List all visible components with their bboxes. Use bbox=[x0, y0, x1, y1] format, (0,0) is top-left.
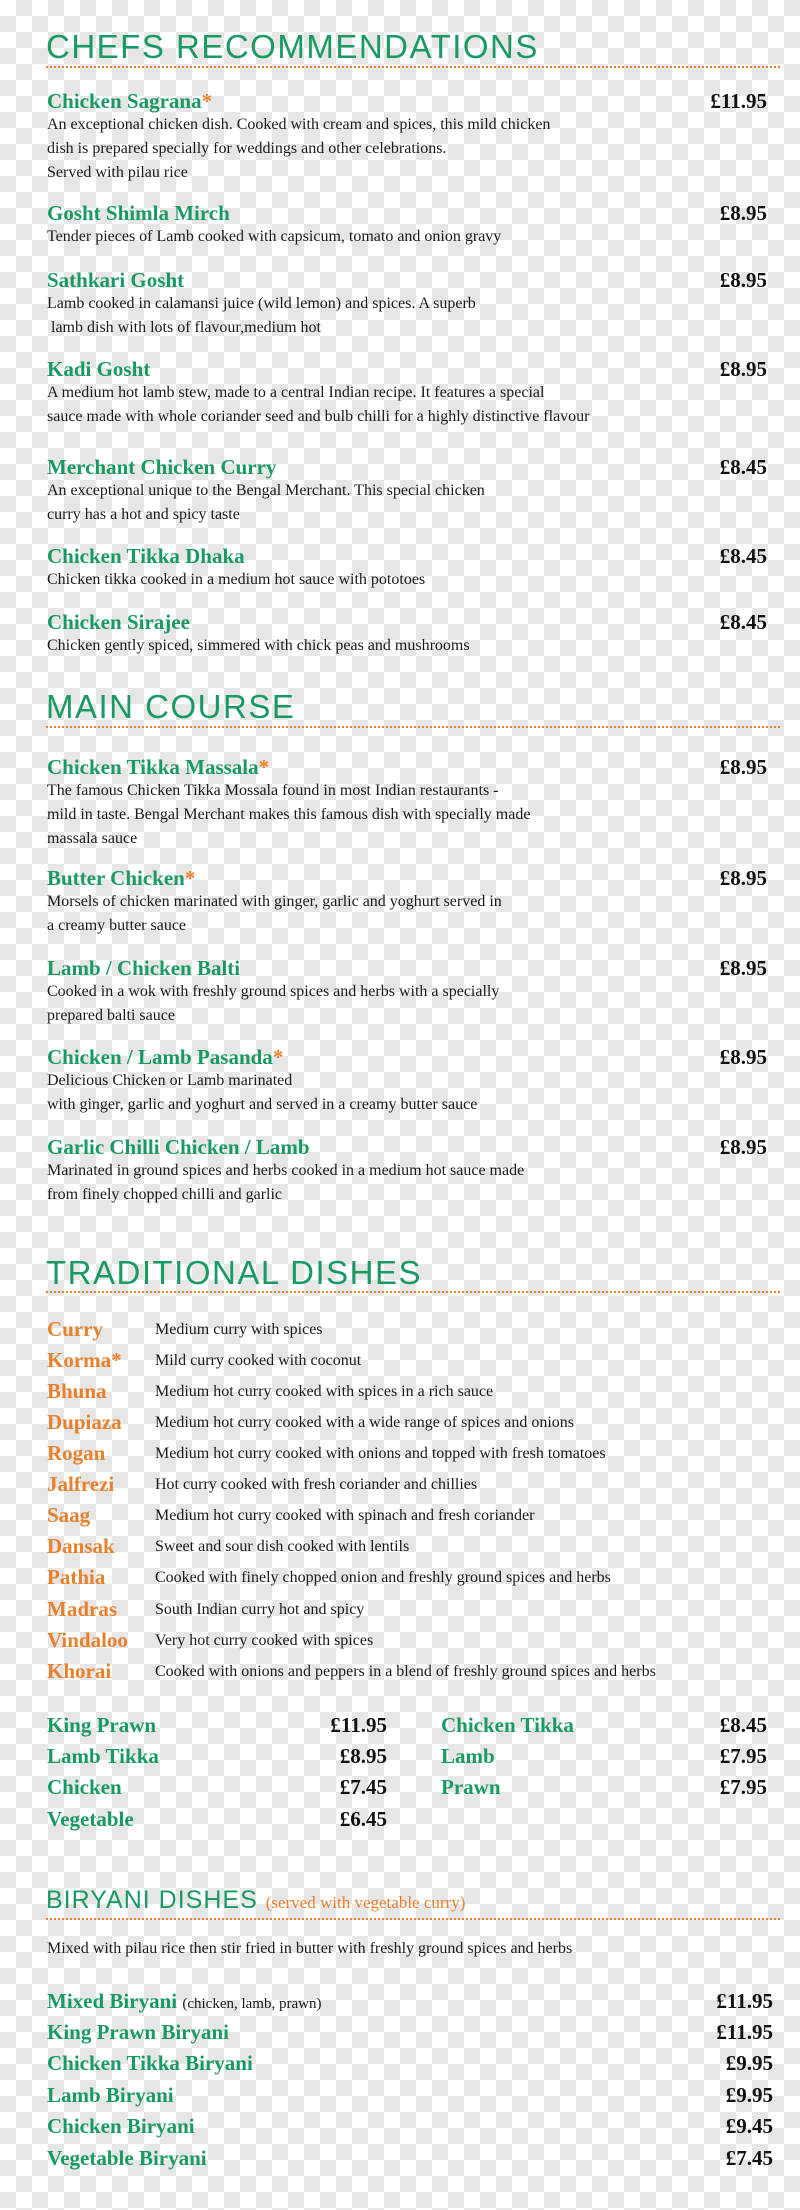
protein-price-row bbox=[441, 1743, 767, 1774]
item-star: * bbox=[184, 866, 196, 890]
protein-name: Vegetable bbox=[47, 1807, 134, 1831]
item-name: Kadi Gosht bbox=[47, 357, 151, 381]
biryani-price: £9.45 bbox=[725, 2114, 773, 2138]
biryani-title-note: (served with vegetable curry) bbox=[265, 1893, 466, 1912]
item-name: Chicken Tikka Dhaka bbox=[47, 544, 245, 568]
menu-item bbox=[47, 956, 767, 1028]
item-desc-line: from finely chopped chilli and garlic bbox=[47, 1186, 283, 1203]
item-name: Chicken Sirajee bbox=[47, 610, 190, 634]
biryani-title-text: BIRYANI DISHES bbox=[46, 1886, 258, 1914]
protein-price-row bbox=[47, 1806, 387, 1837]
item-price: £8.45 bbox=[719, 544, 767, 568]
item-desc-line: lamb dish with lots of flavour,medium hot bbox=[47, 319, 321, 336]
item-name: Chicken / Lamb Pasanda bbox=[47, 1045, 273, 1069]
biryani-price: £7.45 bbox=[725, 2146, 773, 2170]
dish-name: Dupiaza bbox=[47, 1410, 122, 1434]
biryani-section-title bbox=[46, 1888, 465, 1913]
dish-desc: Medium curry with spices bbox=[155, 1321, 323, 1338]
item-name: Butter Chicken bbox=[47, 866, 185, 890]
biryani-name: Chicken Biryani bbox=[47, 2114, 195, 2138]
biryani-item bbox=[47, 1988, 773, 2019]
item-price: £8.95 bbox=[719, 1045, 767, 1069]
section-divider bbox=[46, 1918, 780, 1920]
item-price: £8.95 bbox=[719, 268, 767, 292]
menu-item bbox=[47, 755, 767, 851]
item-desc-line: prepared balti sauce bbox=[47, 1007, 175, 1024]
chefs-section-title: CHEFS RECOMMENDATIONS bbox=[46, 28, 539, 65]
biryani-price: £11.95 bbox=[716, 1989, 773, 2013]
biryani-name: Mixed Biryani bbox=[47, 1989, 178, 2013]
menu-item bbox=[47, 455, 767, 527]
dish-name: Pathia bbox=[47, 1565, 106, 1589]
dish-name: Rogan bbox=[47, 1441, 106, 1465]
dish-desc: Cooked with onions and peppers in a blend of freshly ground spices and herbs bbox=[155, 1663, 656, 1680]
item-desc-line: Morsels of chicken marinated with ginger, garlic and yoghurt served in bbox=[47, 893, 502, 910]
biryani-price: £9.95 bbox=[725, 2083, 773, 2107]
item-price: £8.95 bbox=[719, 866, 767, 890]
menu-item bbox=[47, 357, 767, 429]
item-desc-line: A medium hot lamb stew, made to a central Indian recipe. It features a special bbox=[47, 384, 545, 401]
protein-name: Prawn bbox=[441, 1775, 501, 1799]
item-desc-line: Tender pieces of Lamb cooked with capsicum, tomato and onion gravy bbox=[47, 228, 502, 245]
item-price: £8.95 bbox=[719, 201, 767, 225]
biryani-item bbox=[47, 2082, 773, 2113]
protein-price: £11.95 bbox=[330, 1713, 387, 1737]
protein-price-row bbox=[47, 1712, 387, 1743]
protein-name: Lamb bbox=[441, 1744, 495, 1768]
item-name: Garlic Chilli Chicken / Lamb bbox=[47, 1135, 310, 1159]
menu-item bbox=[47, 268, 767, 340]
dish-desc: Hot curry cooked with fresh coriander and chillies bbox=[155, 1476, 478, 1493]
biryani-name: Lamb Biryani bbox=[47, 2083, 174, 2107]
item-desc-line: mild in taste. Bengal Merchant makes this famous dish with specially made bbox=[47, 806, 531, 823]
item-price: £8.95 bbox=[719, 755, 767, 779]
item-desc-line: Lamb cooked in calamansi juice (wild lemon) and spices. A superb bbox=[47, 295, 476, 312]
item-desc-line: sauce made with whole coriander seed and bulb chilli for a highly distinctive flavour bbox=[47, 408, 590, 425]
biryani-name: Vegetable Biryani bbox=[47, 2146, 207, 2170]
protein-name: Lamb Tikka bbox=[47, 1744, 159, 1768]
biryani-item bbox=[47, 2019, 773, 2050]
protein-price: £6.45 bbox=[339, 1807, 387, 1831]
item-name: Lamb / Chicken Balti bbox=[47, 956, 241, 980]
dish-name: Vindaloo bbox=[47, 1628, 128, 1652]
dish-desc: Sweet and sour dish cooked with lentils bbox=[155, 1538, 410, 1555]
menu-item bbox=[47, 201, 767, 249]
item-desc-line: dish is prepared specially for weddings and other celebrations. bbox=[47, 140, 447, 157]
item-desc-line: An exceptional unique to the Bengal Merchant. This special chicken bbox=[47, 482, 485, 499]
protein-price: £7.95 bbox=[719, 1775, 767, 1799]
item-name: Chicken Sagrana bbox=[47, 89, 202, 113]
dish-desc: Medium hot curry cooked with spices in a rich sauce bbox=[155, 1383, 494, 1400]
item-price: £8.95 bbox=[719, 956, 767, 980]
menu-item bbox=[47, 866, 767, 938]
main-section-title: MAIN COURSE bbox=[46, 688, 296, 725]
biryani-item bbox=[47, 2050, 773, 2081]
protein-price: £8.95 bbox=[339, 1744, 387, 1768]
biryani-item bbox=[47, 2145, 773, 2176]
dish-name: Curry bbox=[47, 1317, 103, 1341]
menu-item bbox=[47, 1045, 767, 1117]
section-divider bbox=[46, 66, 780, 68]
protein-price-row bbox=[441, 1774, 767, 1805]
dish-desc: Medium hot curry cooked with a wide range of spices and onions bbox=[155, 1414, 575, 1431]
protein-price-row bbox=[47, 1774, 387, 1805]
biryani-item bbox=[47, 2113, 773, 2144]
item-price: £8.95 bbox=[719, 357, 767, 381]
menu-item bbox=[47, 89, 767, 185]
biryani-price: £9.95 bbox=[725, 2051, 773, 2075]
protein-name: Chicken Tikka bbox=[441, 1713, 574, 1737]
protein-price-row bbox=[441, 1712, 767, 1743]
item-desc-line: Marinated in ground spices and herbs cooked in a medium hot sauce made bbox=[47, 1162, 525, 1179]
item-price: £8.45 bbox=[719, 610, 767, 634]
dish-name: Khorai bbox=[47, 1659, 112, 1683]
item-star: * bbox=[201, 89, 213, 113]
dish-name: Korma* bbox=[47, 1348, 122, 1372]
traditional-section-title: TRADITIONAL DISHES bbox=[46, 1254, 422, 1291]
section-divider bbox=[46, 1291, 780, 1293]
section-divider bbox=[46, 726, 780, 728]
biryani-price: £11.95 bbox=[716, 2020, 773, 2044]
protein-name: Chicken bbox=[47, 1775, 122, 1799]
item-name: Gosht Shimla Mirch bbox=[47, 201, 230, 225]
item-name: Chicken Tikka Massala bbox=[47, 755, 259, 779]
dish-name: Madras bbox=[47, 1597, 117, 1621]
item-desc-line: Chicken tikka cooked in a medium hot sauce with pototoes bbox=[47, 571, 426, 588]
protein-price: £7.45 bbox=[339, 1775, 387, 1799]
item-desc-line: Cooked in a wok with freshly ground spices and herbs with a specially bbox=[47, 983, 500, 1000]
protein-price: £8.45 bbox=[719, 1713, 767, 1737]
menu-item bbox=[47, 610, 767, 658]
protein-price-row bbox=[47, 1743, 387, 1774]
dish-desc: Mild curry cooked with coconut bbox=[155, 1352, 362, 1369]
biryani-name: Chicken Tikka Biryani bbox=[47, 2051, 253, 2075]
biryani-note: (chicken, lamb, prawn) bbox=[182, 1996, 322, 2012]
biryani-intro: Mixed with pilau rice then stir fried in butter with freshly ground spices and herbs bbox=[47, 1940, 573, 1957]
item-desc-line: Delicious Chicken or Lamb marinated bbox=[47, 1072, 293, 1089]
item-desc-line: massala sauce bbox=[47, 830, 138, 847]
item-desc-line: a creamy butter sauce bbox=[47, 917, 187, 934]
biryani-name: King Prawn Biryani bbox=[47, 2020, 230, 2044]
dish-name: Jalfrezi bbox=[47, 1472, 115, 1496]
menu-item bbox=[47, 1135, 767, 1207]
protein-price: £7.95 bbox=[719, 1744, 767, 1768]
dish-desc: South Indian curry hot and spicy bbox=[155, 1601, 365, 1618]
item-desc-line: Served with pilau rice bbox=[47, 164, 188, 181]
dish-name: Saag bbox=[47, 1503, 91, 1527]
menu-item bbox=[47, 544, 767, 592]
item-price: £11.95 bbox=[710, 89, 767, 113]
item-desc-line: An exceptional chicken dish. Cooked with cream and spices, this mild chicken bbox=[47, 116, 551, 133]
protein-name: King Prawn bbox=[47, 1713, 157, 1737]
item-price: £8.95 bbox=[719, 1135, 767, 1159]
dish-desc: Very hot curry cooked with spices bbox=[155, 1632, 374, 1649]
item-star: * bbox=[272, 1045, 284, 1069]
dish-desc: Cooked with finely chopped onion and freshly ground spices and herbs bbox=[155, 1569, 611, 1586]
item-name: Sathkari Gosht bbox=[47, 268, 185, 292]
item-star: * bbox=[258, 755, 270, 779]
item-price: £8.45 bbox=[719, 455, 767, 479]
dish-desc: Medium hot curry cooked with spinach and fresh coriander bbox=[155, 1507, 535, 1524]
item-name: Merchant Chicken Curry bbox=[47, 455, 277, 479]
item-desc-line: Chicken gently spiced, simmered with chick peas and mushrooms bbox=[47, 637, 470, 654]
item-desc-line: with ginger, garlic and yoghurt and served in a creamy butter sauce bbox=[47, 1096, 478, 1113]
dish-name: Bhuna bbox=[47, 1379, 107, 1403]
item-desc-line: The famous Chicken Tikka Mossala found in most Indian restaurants - bbox=[47, 782, 499, 799]
dish-desc: Medium hot curry cooked with onions and topped with fresh tomatoes bbox=[155, 1445, 606, 1462]
dish-name: Dansak bbox=[47, 1534, 115, 1558]
item-desc-line: curry has a hot and spicy taste bbox=[47, 506, 240, 523]
